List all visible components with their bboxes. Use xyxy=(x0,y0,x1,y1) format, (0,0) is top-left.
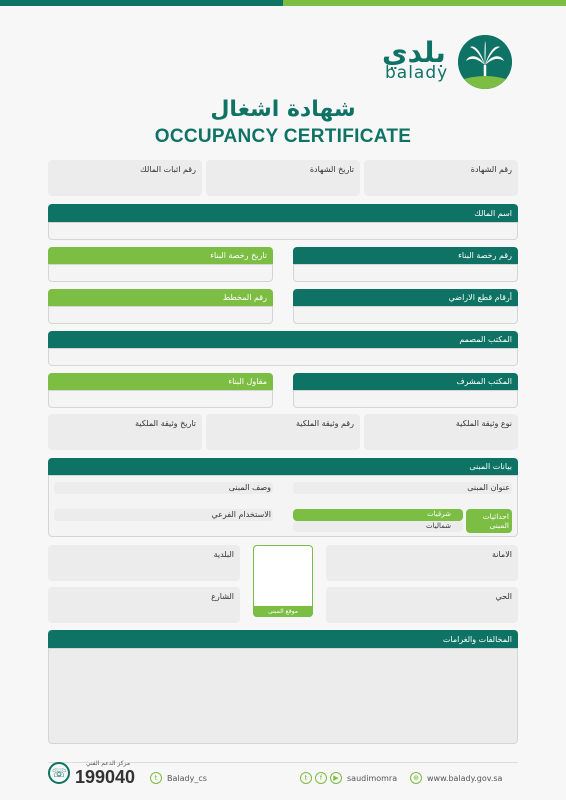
cert-date-label: تاريخ الشهادة xyxy=(309,165,354,174)
sub-use-field[interactable] xyxy=(54,509,273,521)
district-label: الحي xyxy=(495,592,512,601)
phone-icon: ☏ xyxy=(48,762,70,784)
brand-name-en: balady xyxy=(385,63,449,83)
contractor-header xyxy=(48,373,273,390)
coordinates-tag xyxy=(466,509,512,533)
north-field[interactable] xyxy=(293,521,463,532)
deed-type-field[interactable] xyxy=(364,414,518,450)
youtube-icon: ▶ xyxy=(330,772,342,784)
building-data-header xyxy=(48,458,518,475)
license-date-header xyxy=(48,247,273,264)
owner-name-header xyxy=(48,204,518,222)
plan-number-input[interactable] xyxy=(48,306,273,324)
cert-date-field[interactable] xyxy=(206,160,360,196)
deed-date-field[interactable] xyxy=(48,414,202,450)
contractor-label: مقاول البناء xyxy=(228,377,267,386)
east-field[interactable] xyxy=(293,509,463,521)
plan-number-header xyxy=(48,289,273,306)
designer-office-label: المكتب المصمم xyxy=(459,335,512,344)
license-date-label: تاريخ رخصة البناء xyxy=(210,251,267,260)
street-field[interactable] xyxy=(48,587,240,623)
support-label: مركز الدعم الفني xyxy=(86,760,131,767)
deed-date-label: تاريخ وثيقة الملكية xyxy=(135,419,196,428)
website-link[interactable]: www.balady.gov.sa xyxy=(427,774,503,783)
top-bar-accent xyxy=(283,0,566,6)
designer-office-input[interactable] xyxy=(48,348,518,366)
municipality-field[interactable] xyxy=(48,545,240,581)
amana-label: الامانة xyxy=(491,550,512,559)
deed-type-label: نوع وثيقة الملكية xyxy=(455,419,512,428)
supervisor-office-label: المكتب المشرف xyxy=(456,377,512,386)
building-address-field[interactable] xyxy=(293,482,512,494)
supervisor-office-header xyxy=(293,373,518,390)
license-date-input[interactable] xyxy=(48,264,273,282)
twitter-icon-2: t xyxy=(300,772,312,784)
twitter-icon: t xyxy=(150,772,162,784)
support-phone[interactable]: 199040 xyxy=(75,767,136,787)
license-number-input[interactable] xyxy=(293,264,518,282)
title-ar: شهادة اشغال xyxy=(210,97,356,122)
municipality-label: البلدية xyxy=(213,550,234,559)
plot-numbers-input[interactable] xyxy=(293,306,518,324)
amana-field[interactable] xyxy=(326,545,518,581)
owner-id-field[interactable] xyxy=(48,160,202,196)
north-label: شماليات xyxy=(425,522,451,530)
license-number-header xyxy=(293,247,518,264)
plot-numbers-label: أرقام قطع الاراضي xyxy=(448,293,512,302)
owner-name-label: اسم المالك xyxy=(474,209,512,218)
street-label: الشارع xyxy=(211,592,234,601)
east-label: شرقيات xyxy=(427,510,451,518)
violations-box[interactable] xyxy=(48,648,518,744)
cert-number-field[interactable] xyxy=(364,160,518,196)
deed-number-label: رقم وثيقة الملكية xyxy=(296,419,354,428)
site-label: موقع المبنى xyxy=(253,606,313,617)
license-number-label: رقم رخصة البناء xyxy=(458,251,512,260)
title-en: OCCUPANCY CERTIFICATE xyxy=(154,126,412,147)
brand-name-ar: بلدي xyxy=(382,36,446,69)
deed-number-field[interactable] xyxy=(206,414,360,450)
building-description-label: وصف المبنى xyxy=(228,483,271,492)
plan-number-label: رقم المخطط xyxy=(222,293,267,302)
plot-numbers-header xyxy=(293,289,518,306)
twitter-handle[interactable]: Balady_cs xyxy=(167,774,207,783)
violations-header xyxy=(48,630,518,648)
district-field[interactable] xyxy=(326,587,518,623)
building-data-label: بيانات المبنى xyxy=(469,462,512,471)
designer-office-header xyxy=(48,331,518,348)
globe-icon: ⊕ xyxy=(410,772,422,784)
sub-use-label: الاستخدام الفرعي xyxy=(211,510,271,519)
facebook-icon: f xyxy=(315,772,327,784)
social-handle[interactable]: saudimomra xyxy=(347,774,398,783)
supervisor-office-input[interactable] xyxy=(293,390,518,408)
cert-number-label: رقم الشهادة xyxy=(470,165,512,174)
balady-logo-icon xyxy=(458,35,512,89)
owner-id-label: رقم اثبات المالك xyxy=(140,165,196,174)
coordinates-label: احداثيات المبنى xyxy=(482,512,509,530)
building-address-label: عنوان المبنى xyxy=(467,483,510,492)
owner-name-input[interactable] xyxy=(48,222,518,240)
violations-label: المخالفات والغرامات xyxy=(442,635,512,644)
building-description-field[interactable] xyxy=(54,482,273,494)
contractor-input[interactable] xyxy=(48,390,273,408)
